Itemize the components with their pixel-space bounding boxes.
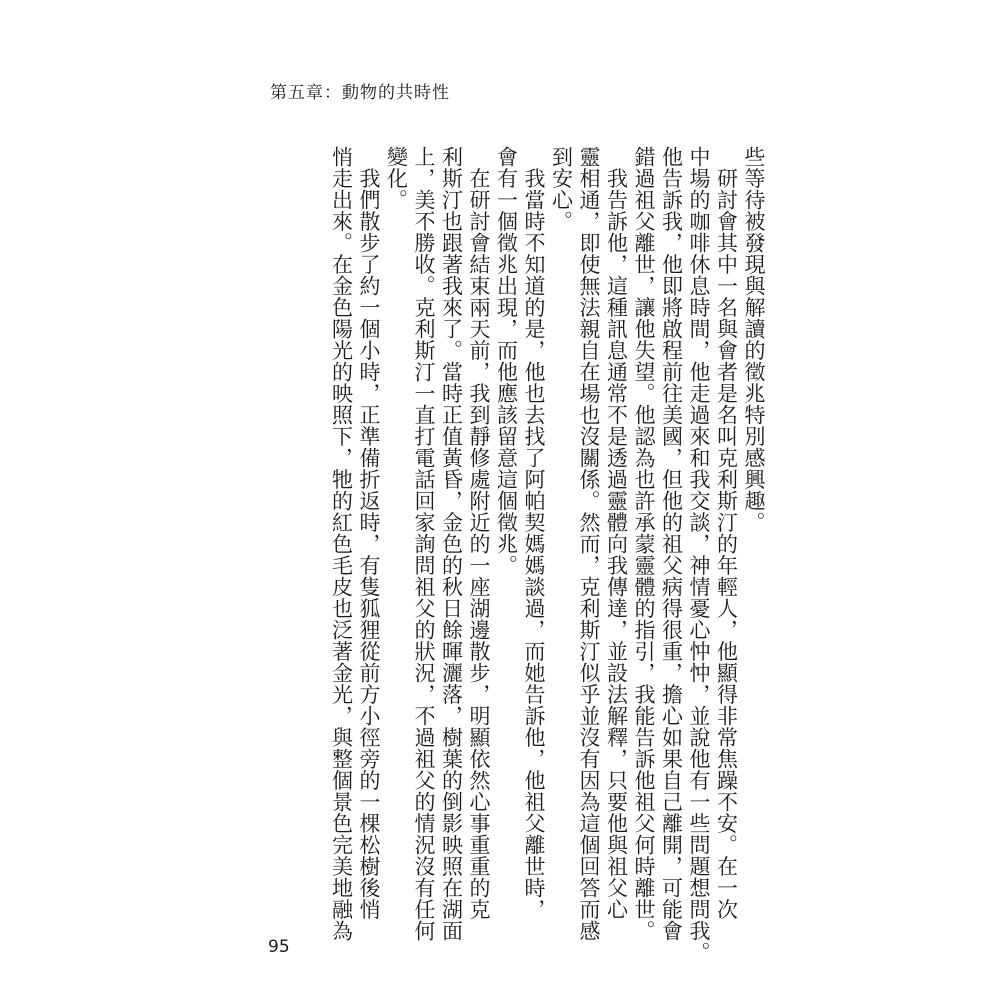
text-column: 到安心。 bbox=[549, 146, 574, 232]
text-column: 我們散步了約一個小時，正準備折返時，有隻狐狸從前方小徑旁的一棵松樹後悄 bbox=[357, 146, 381, 920]
text-column: 我當時不知道的是，他也去找了阿帕契媽媽談過，而她告訴他，他祖父離世時， bbox=[522, 146, 546, 920]
text-column: 我告訴他，這種訊息通常不是透過靈體向我傳達，並設法解釋，只要他與祖父心 bbox=[604, 146, 629, 920]
chapter-running-header: 第五章：動物的共時性 bbox=[270, 83, 450, 103]
text-column: 研討會其中一名與會者是名叫克利斯汀的年輕人，他顯得非常焦躁不安。在一次 bbox=[714, 146, 739, 920]
text-column: 會有一個徵兆出現，而他應該留意這個徵兆。 bbox=[494, 146, 519, 576]
text-column: 錯過祖父離世，讓他失望。他認為也許承蒙靈體的指引，我能告訴他祖父何時離世。 bbox=[632, 146, 656, 942]
page-number: 95 bbox=[268, 937, 290, 957]
text-column: 些等待被發現與解讀的徵兆特別感興趣。 bbox=[742, 146, 766, 533]
text-column: 變化。 bbox=[384, 146, 409, 211]
body-text bbox=[284, 146, 766, 963]
text-column: 上，美不勝收。克利斯汀一直打電話回家詢問祖父的狀況，不過祖父的情況沒有任何 bbox=[412, 146, 436, 942]
text-column: 利斯汀也跟著我來了。當時正值黃昏，金色的秋日餘暉灑落，樹葉的倒影映照在湖面 bbox=[439, 146, 464, 942]
text-column: 悄走出來。在金色陽光的映照下，牠的紅色毛皮也泛著金光，與整個景色完美地融為 bbox=[329, 146, 354, 942]
text-column: 在研討會結束兩天前，我到靜修處附近的一座湖邊散步，明顯依然心事重重的克 bbox=[467, 146, 491, 920]
text-column: 他告訴我，他即將啟程前往美國，但他的祖父病得很重，擔心如果自己離開，可能會 bbox=[659, 146, 684, 942]
text-column: 中場的咖啡休息時間，他走過來和我交談，神情憂心忡忡，並說他有一些問題想問我。 bbox=[687, 146, 711, 963]
text-column: 靈相通，即使無法親自在場也沒關係。然而，克利斯汀似乎並沒有因為這個回答而感 bbox=[577, 146, 601, 942]
